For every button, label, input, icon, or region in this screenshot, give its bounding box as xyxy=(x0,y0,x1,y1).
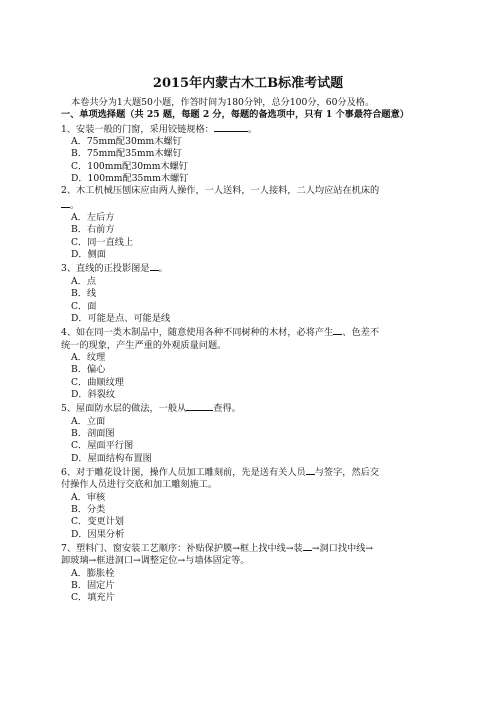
answer-blank xyxy=(150,261,159,271)
answer-blank xyxy=(333,325,342,335)
question-5-stem: 5、屋面防水层的做法，一般从 查得。 xyxy=(61,403,241,415)
option: A．75mm配30mm木螺钉 xyxy=(71,136,182,148)
option: B．75mm配35mm木螺钉 xyxy=(71,148,182,160)
option: D．斜裂纹 xyxy=(71,388,116,400)
option: D．因果分析 xyxy=(71,528,125,540)
option: A．膨胀栓 xyxy=(71,567,115,579)
option: A．左后方 xyxy=(71,212,115,224)
answer-blank xyxy=(61,198,70,208)
document-body xyxy=(61,97,438,605)
question-2-stem: 2、木工机械压刨床应由两人操作，一人送料，一人接料，二人均应站在机床的 xyxy=(61,185,380,197)
section-heading: 一、单项选择题（共 25 题，每题 2 分，每题的备选项中，只有 1 个事最符合题意） xyxy=(61,109,409,121)
option: C．曲顺纹理 xyxy=(71,376,124,388)
option: C．填充片 xyxy=(71,592,115,604)
exam-intro: 本卷共分为1大题50小题，作答时间为180分钟，总分100分，60分及格。 xyxy=(71,97,375,108)
option: D．屋面结构布置图 xyxy=(71,452,152,464)
answer-blank xyxy=(303,541,312,551)
option: B．右前方 xyxy=(71,224,115,236)
option: B．偏心 xyxy=(71,364,106,376)
option: C．同一直线上 xyxy=(71,236,134,248)
option: A．点 xyxy=(71,275,97,287)
answer-blank xyxy=(306,465,315,475)
question-6-stem: 6、对于雕花设计图，操作人员加工雕刻前，先是送有关人员 与签字，然后交 xyxy=(61,466,380,478)
option: B．剖面图 xyxy=(71,427,115,439)
option: A．审核 xyxy=(71,491,106,503)
option: A．纹理 xyxy=(71,351,106,363)
option: D．可能是点、可能是线 xyxy=(71,312,171,324)
option: D．侧面 xyxy=(71,249,106,261)
question-1-stem: 1、安装一般的门窗，采用铰链规格： 。 xyxy=(61,123,258,135)
option: A．立面 xyxy=(71,415,106,427)
option: B．固定片 xyxy=(71,580,115,592)
answer-blank xyxy=(214,122,248,132)
question-4-stem-cont: 统一的现象，产生严重的外观质量问题。 xyxy=(61,339,227,351)
option: C．屋面平行图 xyxy=(71,440,134,452)
option: B．线 xyxy=(71,288,97,300)
question-2-stem-cont: 。 xyxy=(61,198,438,212)
question-7-stem-cont: 卸玻璃→框进洞口→调整定位→与墙体固定等。 xyxy=(61,555,250,567)
question-4-stem: 4、如在同一类木制品中，随意使用各种不同树种的木材，必将产生 、色差不 xyxy=(61,327,380,339)
question-6-stem-cont: 付操作人员进行交底和加工雕刻施工。 xyxy=(61,479,218,491)
option: D．100mm配35mm木螺钉 xyxy=(71,173,189,185)
question-7-stem: 7、塑料门、窗安装工艺顺序：补贴保护膜→框上找中线→装 →洞口找中线→ xyxy=(61,543,374,555)
answer-blank xyxy=(186,401,213,411)
option: B．分类 xyxy=(71,504,106,515)
question-3-stem: 3、直线的正投影图是 。 xyxy=(61,263,168,275)
page-title: 2015年内蒙古木工B标准考试题 xyxy=(152,76,344,91)
option: C．面 xyxy=(71,300,97,312)
option: C．变更计划 xyxy=(71,516,124,528)
option: C．100mm配30mm木螺钉 xyxy=(71,160,189,172)
